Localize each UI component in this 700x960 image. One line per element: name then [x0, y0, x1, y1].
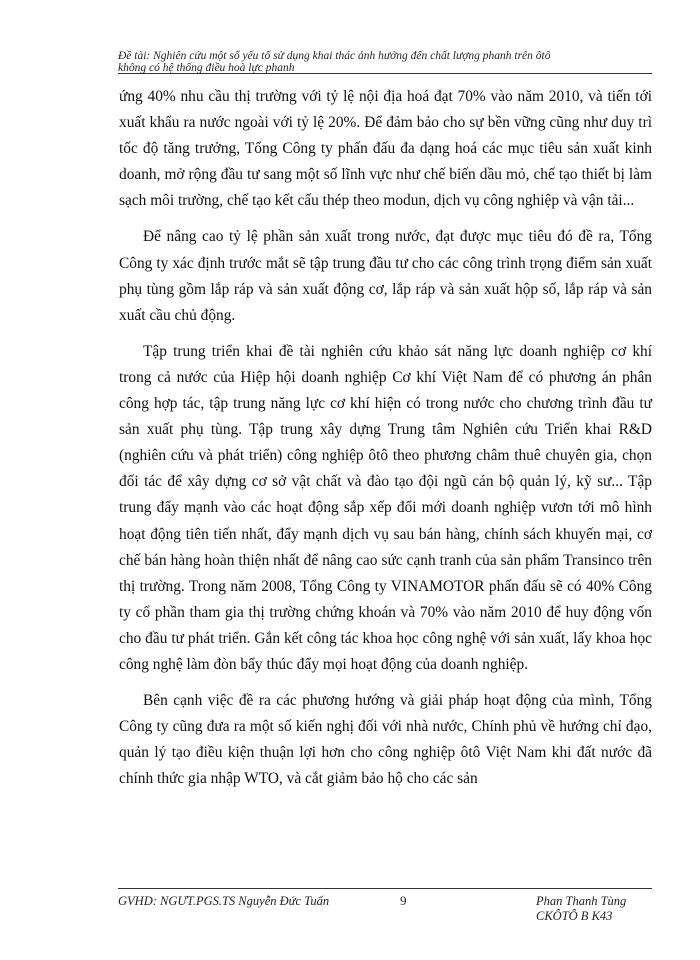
page-header	[118, 50, 658, 74]
header-title-line-1: Đề tài: Nghiên cứu một số yếu tố sử dụng khai thác ảnh hưởng đến chất lượng phanh trên ôtô	[118, 50, 551, 62]
page-number: 9	[400, 893, 407, 908]
footer-advisor: GVHD: NGƯT.PGS.TS Nguyễn Đức Tuấn	[118, 894, 330, 908]
footer-student	[536, 894, 626, 924]
footer-divider	[118, 888, 652, 889]
student-class: CKÔTÔ B K43	[536, 909, 613, 923]
header-divider	[118, 73, 652, 74]
paragraph-1: ứng 40% nhu cầu thị trường với tỷ lệ nội địa hoá đạt 70% vào năm 2010, và tiến tới xuất khẩu ra nước ngoài với tỷ lệ 20%. Để đảm bảo cho sự bền vững cũng như duy trì tốc độ tăng trưởng, Tổng Công ty phấn đấu đa dạng hoá các mục tiêu sản xuất kinh doanh, mở rộng đầu tư sang một số lĩnh vực như chế biến dầu mỏ, chế tạo thiết bị làm sạch môi trường, chế tạo kết cấu thép theo modun, dịch vụ công nghiệp và vận tải...	[119, 88, 652, 210]
document-body	[119, 84, 652, 792]
paragraph-4: Bên cạnh việc đề ra các phương hướng và giải pháp hoạt động của mình, Tổng Công ty cũng đưa ra một số kiến nghị đối với nhà nước, Chính phủ về hướng chỉ đạo, quản lý tạo điều kiện thuận lợi hơn cho công nghiệp ôtô Việt Nam khi đất nước đã chính thức gia nhập WTO, và cắt giảm bảo hộ cho các sản	[119, 692, 652, 788]
header-title-line-2: không có hệ thống điều hoà lực phanh	[118, 62, 295, 74]
student-name: Phan Thanh Tùng	[536, 894, 627, 908]
paragraph-3: Tập trung triển khai đề tài nghiên cứu khảo sát năng lực doanh nghiệp cơ khí trong cả nước của Hiệp hội doanh nghiệp Cơ khí Việt Nam để có phương án phân công hợp tác, tập trung năng lực cơ khí hiện có trong nước cho chương trình đầu tư sản xuất phụ tùng. Tập trung xây dựng Trung tâm Nghiên cứu Triển khai R&D (nghiên cứu và phát triển) công nghiệp ôtô theo phương châm thuê chuyên gia, chọn đối tác để xây dựng cơ sở vật chất và đào tạo đội ngũ cán bộ quản lý, kỹ sư... Tập trung đẩy mạnh vào các hoạt động sắp xếp đổi mới doanh nghiệp vươn tới mô hình hoạt động tiên tiến nhất, đẩy mạnh dịch vụ sau bán hàng, chính sách khuyến mại, cơ chế bán hàng hoàn thiện nhất để nâng cao sức cạnh tranh của sản phẩm Transinco trên thị trường. Trong năm 2008, Tổng Công ty VINAMOTOR phấn đấu sẽ có 40% Công ty cổ phần tham gia thị trường chứng khoán và 70% vào năm 2010 để huy động vốn cho đầu tư phát triển. Gắn kết công tác khoa học công nghệ với sản xuất, lấy khoa học công nghệ làm đòn bẩy thúc đẩy mọi hoạt động của doanh nghiệp.	[119, 342, 652, 673]
paragraph-2: Để nâng cao tỷ lệ phần sản xuất trong nước, đạt được mục tiêu đó đề ra, Tổng Công ty xác định trước mắt sẽ tập trung đầu tư cho các công trình trọng điểm sản xuất phụ tùng gồm lắp ráp và sản xuất động cơ, lắp ráp và sản xuất hộp số, lắp ráp và sản xuất cầu chủ động.	[119, 228, 652, 324]
